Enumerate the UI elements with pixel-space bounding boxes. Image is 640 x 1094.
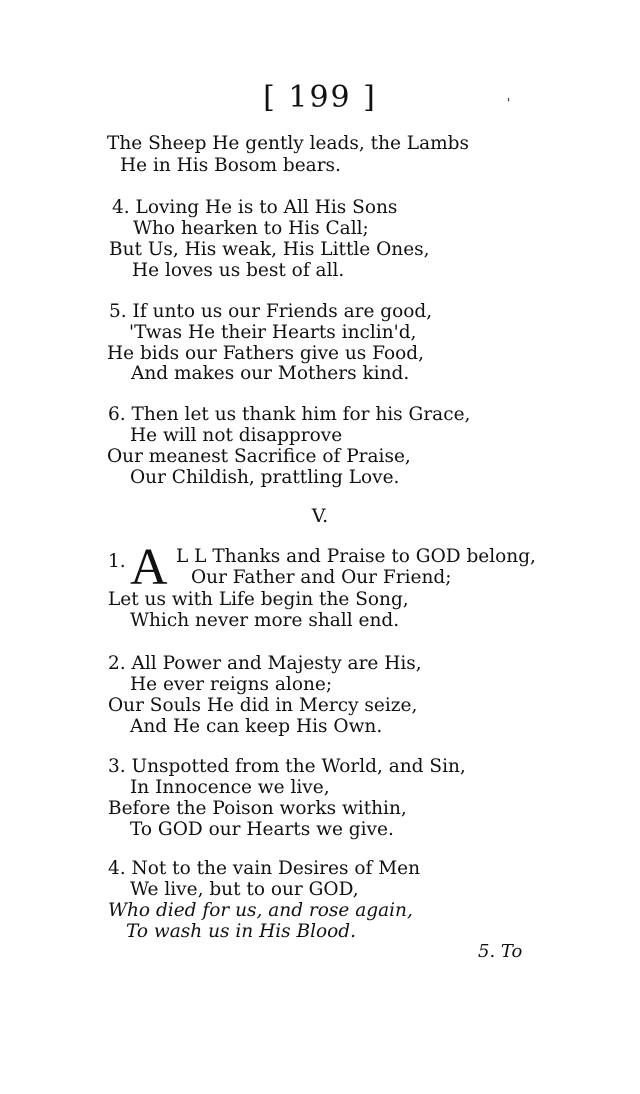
section-heading: V. xyxy=(311,505,329,527)
verse-line: Our Childish, prattling Love. xyxy=(130,467,400,488)
verse-line: Who hearken to His Call; xyxy=(133,218,369,239)
verse-line: He loves us best of all. xyxy=(132,260,345,281)
verse-line: 5. If unto us our Friends are good, xyxy=(109,301,433,322)
verse-line: But Us, His weak, His Little Ones, xyxy=(109,239,430,260)
drop-cap: A xyxy=(130,539,168,596)
verse-line: To GOD our Hearts we give. xyxy=(130,819,394,840)
verse-line: 2. All Power and Majesty are His, xyxy=(108,653,422,674)
verse-line: L L Thanks and Praise to GOD belong, xyxy=(176,546,536,567)
verse-line: 4. Loving He is to All His Sons xyxy=(112,197,398,218)
verse-line: And makes our Mothers kind. xyxy=(131,363,410,384)
verse-line: 6. Then let us thank him for his Grace, xyxy=(108,404,471,425)
verse-line: 4. Not to the vain Desires of Men xyxy=(108,858,421,879)
verse-line: He will not disapprove xyxy=(130,425,343,446)
page-number: [ 199 ] xyxy=(263,80,377,115)
catchword: 5. To xyxy=(478,941,523,962)
verse-line: Let us with Life begin the Song, xyxy=(108,589,409,610)
verse-line: Our Souls He did in Mercy seize, xyxy=(108,695,418,716)
verse-line: Our Father and Our Friend; xyxy=(191,567,452,588)
verse-line: To wash us in His Blood. xyxy=(126,921,357,942)
stray-ink-mark: ' xyxy=(507,96,511,110)
verse-line: We live, but to our GOD, xyxy=(130,879,359,900)
verse-line: He bids our Fathers give us Food, xyxy=(107,343,424,364)
verse-line: Before the Poison works within, xyxy=(108,798,407,819)
verse-line: The Sheep He gently leads, the Lambs xyxy=(107,133,470,154)
verse-line: He in His Bosom bears. xyxy=(120,155,341,176)
verse-line: And He can keep His Own. xyxy=(130,716,383,737)
verse-line: Which never more shall end. xyxy=(130,610,400,631)
verse-line: 3. Unspotted from the World, and Sin, xyxy=(108,756,466,777)
verse-line: In Innocence we live, xyxy=(130,777,330,798)
verse-line: Our meanest Sacrifice of Praise, xyxy=(107,446,411,467)
verse-number: 1. xyxy=(108,551,126,572)
verse-line: He ever reigns alone; xyxy=(130,674,333,695)
verse-line: 'Twas He their Hearts inclin'd, xyxy=(129,322,417,343)
verse-line: Who died for us, and rose again, xyxy=(108,900,413,921)
